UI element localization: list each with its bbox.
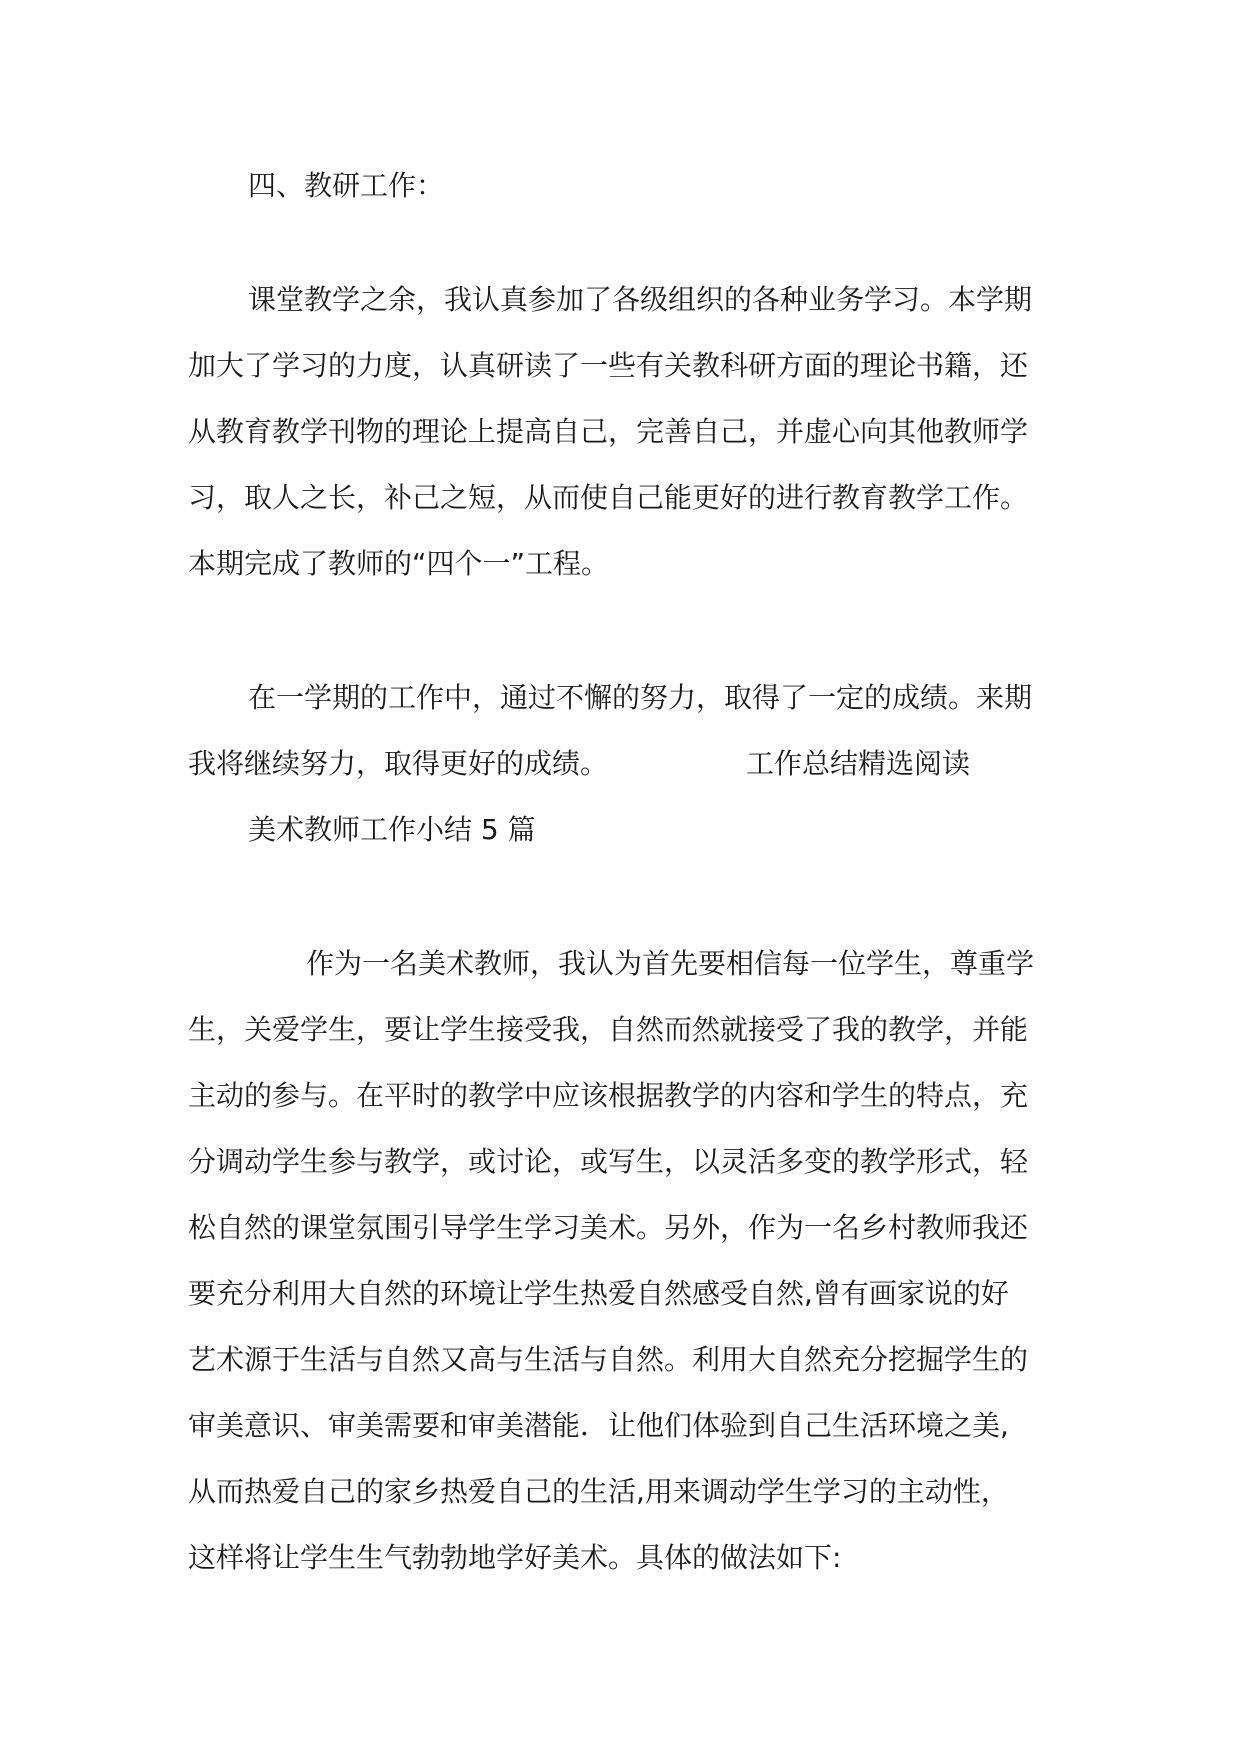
article-title: 美术教师工作小结 5 篇 [248, 813, 536, 846]
paragraph-3-line: 要充分利用大自然的环境让学生热爱自然感受自然,曾有画家说的好 [188, 1277, 1009, 1310]
paragraph-3-line: 分调动学生参与教学，或讨论，或写生，以灵活多变的教学形式，轻 [188, 1145, 1029, 1178]
paragraph-2-line: 我将继续努力，取得更好的成绩。 [188, 747, 609, 780]
section-heading: 四、教研工作： [248, 169, 445, 202]
paragraph-1-line: 从教育教学刊物的理论上提高自己，完善自己，并虚心向其他教师学 [188, 415, 1029, 448]
paragraph-3-line: 审美意识、审美需要和审美潜能．让他们体验到自己生活环境之美, [188, 1409, 1009, 1442]
paragraph-3-line: 从而热爱自己的家乡热爱自己的生活,用来调动学生学习的主动性， [188, 1475, 1009, 1508]
paragraph-1-line: 习，取人之长，补己之短，从而使自己能更好的进行教育教学工作。 [188, 481, 1029, 514]
paragraph-3-line: 主动的参与。在平时的教学中应该根据教学的内容和学生的特点，充 [188, 1079, 1029, 1112]
paragraph-3-line: 松自然的课堂氛围引导学生学习美术。另外，作为一名乡村教师我还 [188, 1211, 1029, 1244]
paragraph-1-line: 课堂教学之余，我认真参加了各级组织的各种业务学习。本学期 [248, 283, 1033, 316]
paragraph-3-line: 生，关爱学生，要让学生接受我，自然而然就接受了我的教学，并能 [188, 1013, 1029, 1046]
recommended-reading-label: 工作总结精选阅读 [746, 747, 971, 780]
paragraph-2-line: 在一学期的工作中，通过不懈的努力，取得了一定的成绩。来期 [248, 681, 1033, 714]
paragraph-3-line: 作为一名美术教师，我认为首先要相信每一位学生，尊重学 [306, 947, 1035, 980]
paragraph-1-line: 本期完成了教师的“四个一”工程。 [188, 547, 610, 580]
paragraph-3-line: 这样将让学生生气勃勃地学好美术。具体的做法如下: [188, 1541, 842, 1574]
paragraph-3-line: 艺术源于生活与自然又高与生活与自然。利用大自然充分挖掘学生的 [188, 1343, 1029, 1376]
paragraph-1-line: 加大了学习的力度，认真研读了一些有关教科研方面的理论书籍，还 [188, 349, 1029, 382]
